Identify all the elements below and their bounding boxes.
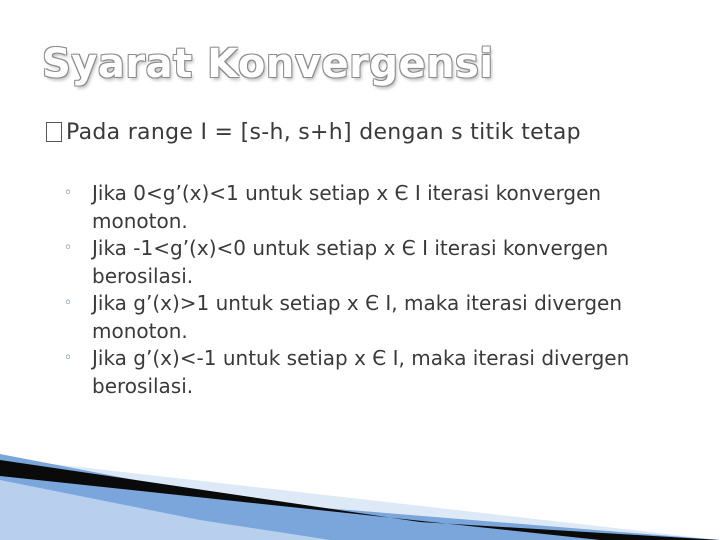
sub-bullet-item [64, 290, 664, 345]
sub-bullet-item [64, 180, 664, 235]
sub-bullet-text: Jika g’(x)<-1 untuk setiap x Є I, maka iterasi divergen berosilasi. [92, 346, 630, 398]
slide-title: Syarat Konvergensi [42, 41, 494, 87]
circle-bullet-icon: ◦ [64, 350, 73, 366]
sub-bullet-text: Jika -1<g’(x)<0 untuk setiap x Є I iterasi konvergen berosilasi. [92, 236, 609, 288]
sub-bullet-text: Jika g’(x)>1 untuk setiap x Є I, maka iterasi divergen monoton. [92, 291, 623, 343]
main-bullet-text: Pada range I = [s-h, s+h] dengan s titik tetap [66, 120, 581, 145]
sub-bullet-item [64, 235, 664, 290]
circle-bullet-icon: ◦ [64, 295, 73, 311]
circle-bullet-icon: ◦ [64, 240, 73, 256]
sub-bullet-list [64, 180, 664, 400]
circle-bullet-icon: ◦ [64, 185, 73, 201]
decorative-swoosh [0, 440, 720, 540]
main-bullet [46, 118, 686, 148]
sub-bullet-text: Jika 0<g’(x)<1 untuk setiap x Є I iterasi konvergen monoton. [92, 181, 602, 233]
sub-bullet-item [64, 345, 664, 400]
square-bullet-icon [46, 122, 62, 142]
